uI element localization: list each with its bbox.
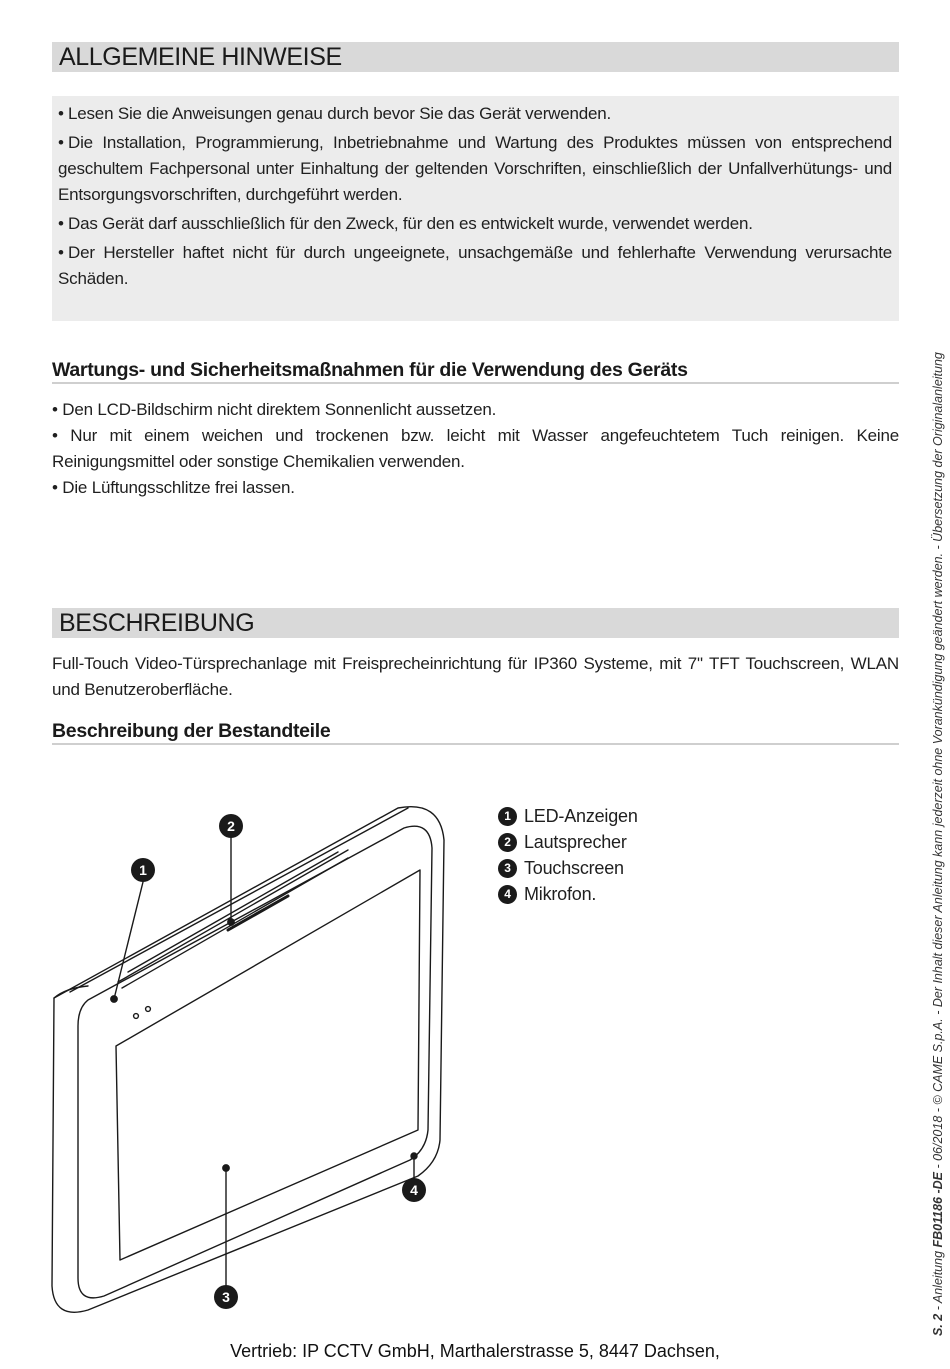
svg-text:2: 2: [227, 818, 235, 834]
maintenance-title: Wartungs- und Sicherheitsmaßnahmen für die Verwendung des Geräts: [52, 359, 688, 381]
legend-item-microphone: 4 Mikrofon.: [498, 881, 638, 907]
maintenance-list: [52, 397, 899, 501]
description-title: BESCHREIBUNG: [59, 609, 255, 637]
callout-3: [214, 1285, 238, 1309]
number-badge: 2: [498, 833, 517, 852]
description-header: [52, 608, 899, 638]
components-legend: [498, 803, 638, 907]
general-note-item: • Die Installation, Programmierung, Inbetriebnahme und Wartung des Produktes müssen von entsprechend geschultem Fachpersonal unter Einhaltung der geltenden Vorschriften, einschließlich der Unfallverhütungs- und Entsorgungsvorschriften, durchgeführt werden.: [58, 133, 892, 204]
page-footer: Vertrieb: IP CCTV GmbH, Marthalerstrasse 5, 8447 Dachsen,: [230, 1341, 720, 1361]
general-notes-header: [52, 42, 899, 72]
number-badge: 3: [498, 859, 517, 878]
components-title: Beschreibung der Bestandteile: [52, 720, 331, 742]
svg-text:4: 4: [410, 1182, 418, 1198]
description-text: Full-Touch Video-Türsprechanlage mit Freisprecheinrichtung für IP360 Systeme, mit 7" TFT Touchscreen, WLAN und Benutzeroberfläche.: [52, 654, 899, 699]
legend-item-touchscreen: 3 Touchscreen: [498, 855, 638, 881]
callout-4: [402, 1178, 426, 1202]
number-badge: 1: [498, 807, 517, 826]
general-note-item: • Das Gerät darf ausschließlich für den Zweck, für den es entwickelt wurde, verwendet werden.: [58, 214, 753, 233]
callout-1: [131, 858, 155, 882]
legend-item-led: 1 LED-Anzeigen: [498, 803, 638, 829]
general-note-item: • Der Hersteller haftet nicht für durch ungeeignete, unsachgemäße und fehlerhafte Verwendung verursachte Schäden.: [58, 243, 892, 288]
svg-text:1: 1: [139, 862, 147, 878]
general-note-item: • Lesen Sie die Anweisungen genau durch bevor Sie das Gerät verwenden.: [58, 104, 612, 123]
maintenance-item: • Nur mit einem weichen und trockenen bzw. leicht mit Wasser angefeuchtetem Tuch reinigen. Keine Reinigungsmittel oder sonstige Chemikalien verwenden.: [52, 426, 899, 471]
maintenance-item: • Die Lüftungsschlitze frei lassen.: [52, 478, 295, 497]
callout-2: [219, 814, 243, 838]
number-badge: 4: [498, 885, 517, 904]
page-side-note: S. 2 - Anleitung FB01186 -DE - 06/2018 - © CAME S.p.A. - Der Inhalt dieser Anleitung kann jederzeit ohne Vorankündigung geändert werden. - Übersetzung der Originalanleitung: [931, 352, 945, 1336]
general-notes-box: [52, 96, 899, 321]
general-notes-title: ALLGEMEINE HINWEISE: [59, 43, 342, 71]
svg-text:3: 3: [222, 1289, 230, 1305]
legend-item-speaker: 2 Lautsprecher: [498, 829, 638, 855]
maintenance-item: • Den LCD-Bildschirm nicht direktem Sonnenlicht aussetzen.: [52, 400, 497, 419]
device-illustration: [48, 800, 468, 1320]
maintenance-header: [52, 358, 899, 384]
components-header: [52, 719, 899, 745]
